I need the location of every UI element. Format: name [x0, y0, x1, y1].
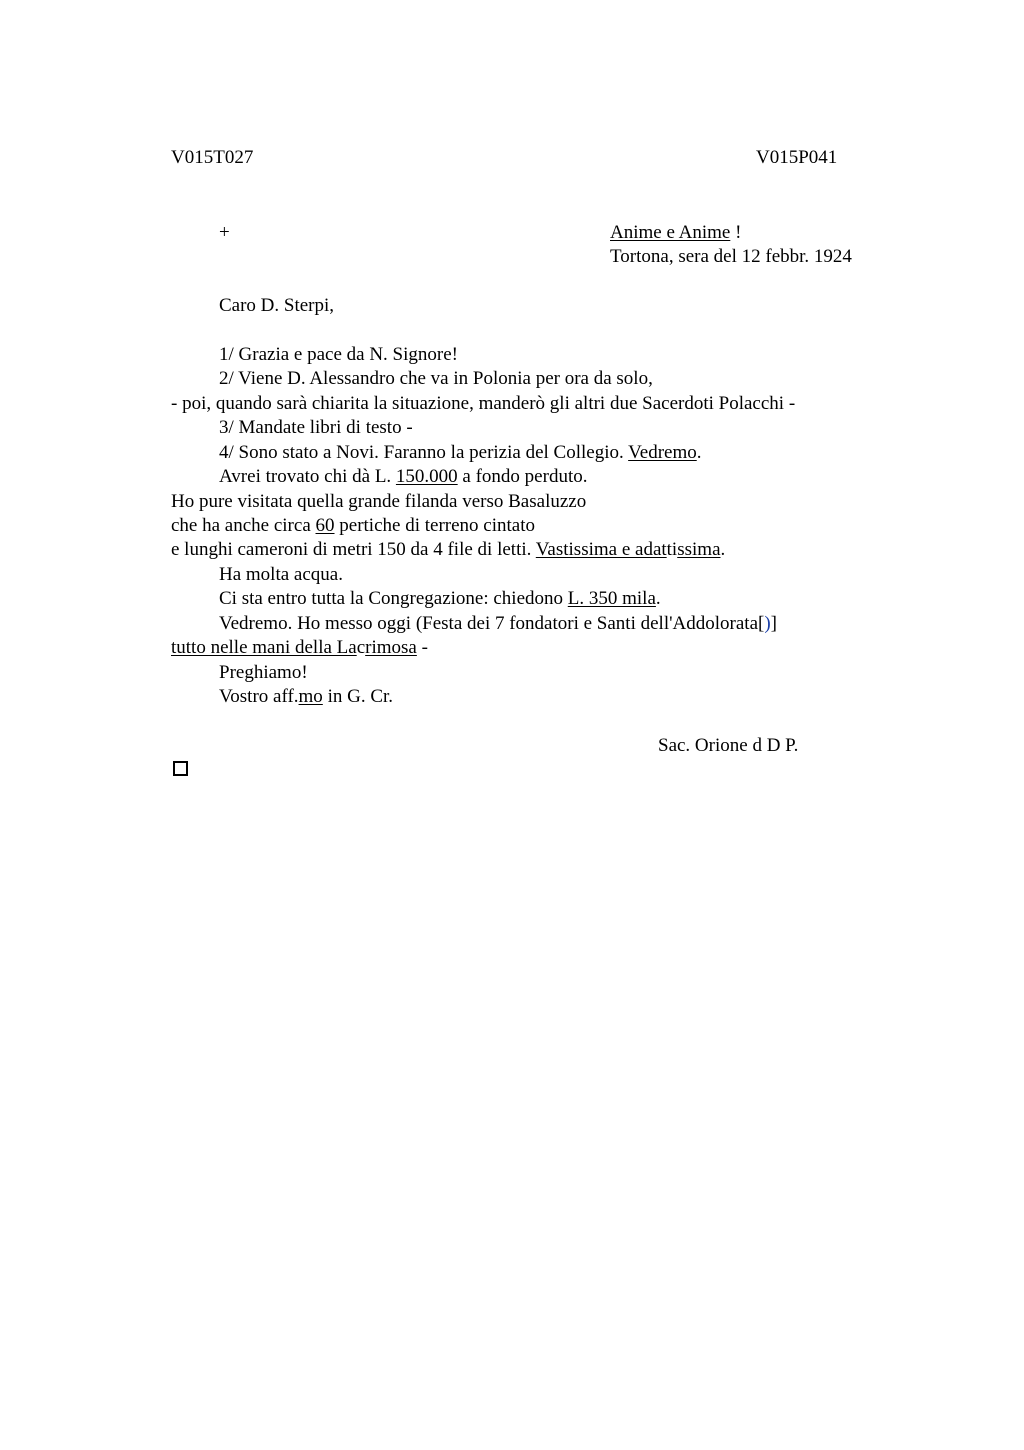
line-15 [219, 685, 393, 709]
line-12-bracket-close: ] [770, 613, 777, 634]
line-9-text: e lunghi cameroni di metri 150 da 4 file di letti. [171, 539, 536, 560]
document-code-right: V015P041 [756, 147, 838, 168]
checkbox-square-icon [173, 761, 188, 776]
line-10: Ha molta acqua. [219, 564, 343, 585]
line-13-middle: c [356, 637, 366, 658]
line-8-text: che ha anche circa [171, 515, 316, 536]
line-11-underlined: L. 350 mila [567, 588, 656, 609]
line-9-end: . [720, 539, 726, 560]
line-12-text: Vedremo. Ho messo oggi (Festa dei 7 fondatori e Santi dell'Addolorata [219, 613, 759, 634]
salutation: Caro D. Sterpi, [219, 295, 335, 316]
cross-mark: + [219, 222, 230, 243]
line-12 [219, 612, 777, 636]
document-code-left: V015T027 [171, 147, 254, 168]
motto-underlined: Anime e Anime [610, 222, 731, 243]
line-9 [171, 538, 725, 562]
line-5 [219, 441, 701, 465]
line-9-middle: ti [666, 539, 678, 560]
line-4: 3/ Mandate libri di testo - [219, 417, 413, 438]
line-15-end: in G. Cr. [322, 686, 394, 707]
line-13-underlined-2: rimosa [365, 637, 417, 658]
line-13 [171, 636, 428, 660]
line-5-underlined: Vedremo [628, 442, 697, 463]
line-6-text: Avrei trovato chi dà L. [219, 466, 396, 487]
line-15-underlined: mo [298, 686, 323, 707]
line-11-text: Ci sta entro tutta la Congregazione: chiedono [219, 588, 568, 609]
line-8 [171, 514, 535, 538]
line-1: 1/ Grazia e pace da N. Signore! [219, 344, 458, 365]
line-12-bracket-open: [ [758, 613, 765, 634]
line-6 [219, 465, 587, 489]
line-5-text: 4/ Sono stato a Novi. Faranno la perizia del Collegio. [219, 442, 629, 463]
line-15-text: Vostro aff. [219, 686, 299, 707]
motto-tail: ! [730, 222, 742, 243]
line-8-underlined: 60 [315, 515, 335, 536]
line-6-underlined: 150.000 [395, 466, 458, 487]
motto [610, 221, 741, 245]
line-5-end: . [696, 442, 702, 463]
line-13-underlined-1: tutto nelle mani della La [171, 637, 357, 658]
line-3: - poi, quando sarà chiarita la situazione, manderò gli altri due Sacerdoti Polacchi - [171, 393, 796, 414]
line-11-end: . [655, 588, 661, 609]
signature: Sac. Orione d D P. [658, 735, 799, 756]
line-6-end: a fondo perduto. [457, 466, 588, 487]
line-14: Preghiamo! [219, 662, 308, 683]
line-8-end: pertiche di terreno cintato [334, 515, 535, 536]
line-7: Ho pure visitata quella grande filanda verso Basaluzzo [171, 491, 587, 512]
line-9-underlined-1: Vastissima e adat [535, 539, 667, 560]
line-9-underlined-2: ssima [677, 539, 721, 560]
line-2: 2/ Viene D. Alessandro che va in Polonia per ora da solo, [219, 368, 653, 389]
line-12-paren: ) [764, 613, 771, 634]
line-13-end: - [416, 637, 428, 658]
place-date: Tortona, sera del 12 febbr. 1924 [610, 246, 852, 267]
line-11 [219, 587, 661, 611]
